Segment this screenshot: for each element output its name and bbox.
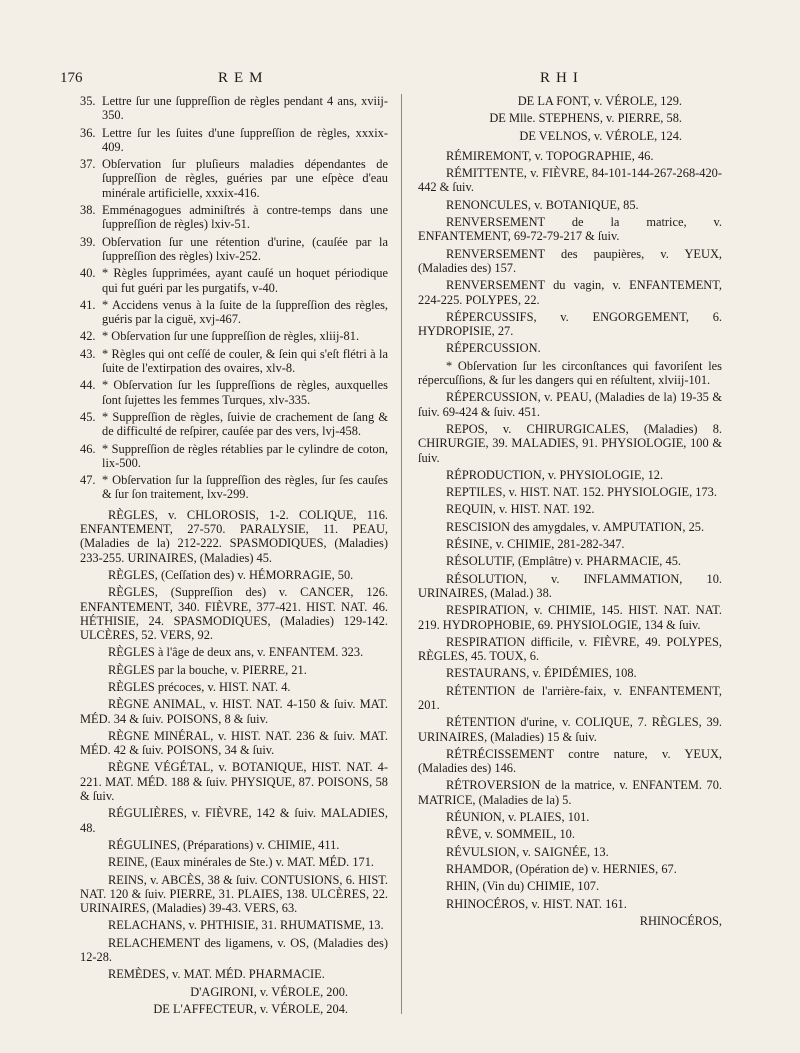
entry-text: * Règles ſupprimées, ayant cauſé un hoquet périodique qui fut guéri par les purgatifs, v-40. <box>102 266 388 295</box>
entry-number: 41. <box>80 297 96 312</box>
sub-entry: D'AGIRONI, v. VÉROLE, 200. <box>190 984 348 999</box>
entry-text: * Règles qui ont ceſſé de couler, & ſein qui s'eſt flétri à la ſuite de l'extirpation des ovaires, xlv-8. <box>102 346 388 376</box>
index-entry: RÈGNE VÉGÉTAL, v. BOTANIQUE, HIST. NAT. 4-221. MAT. MÉD. 188 & ſuiv. PHYSIQUE, 87. POISONS, 58 & ſuiv. <box>80 760 388 804</box>
entry-text: * Obſervation ſur une ſuppreſſion de règles, xliij-81. <box>102 329 360 344</box>
remedes-sub-entries <box>80 985 388 1017</box>
right-column <box>418 94 722 931</box>
index-entries-left <box>80 508 388 982</box>
catchword: RHINOCÉROS, <box>639 913 722 928</box>
index-entry: RÉTROVERSION de la matrice, v. ENFANTEM. 70. MATRICE, (Maladies de la) 5. <box>418 778 722 807</box>
index-entry: RÈGNE ANIMAL, v. HIST. NAT. 4-150 & ſuiv. MAT. MÉD. 34 & ſuiv. POISONS, 8 & ſuiv. <box>80 697 388 726</box>
numbered-entry <box>80 157 388 200</box>
entry-number: 40. <box>80 266 96 281</box>
index-entry: RÉUNION, v. PLAIES, 101. <box>446 810 590 825</box>
index-entry: RHIN, (Vin du) CHIMIE, 107. <box>446 879 600 894</box>
numbered-entry <box>80 347 388 376</box>
entry-number: 44. <box>80 378 96 393</box>
numbered-entries <box>80 94 388 502</box>
entry-number: 45. <box>80 409 96 424</box>
index-entry: REPOS, v. CHIRURGICALES, (Maladies) 8. CHIRURGIE, 39. MALADIES, 91. PHYSIOLOGIE, 100 & ſuiv. <box>418 421 722 465</box>
index-entry: RÉSOLUTIF, (Emplâtre) v. PHARMACIE, 45. <box>446 554 681 569</box>
index-entry: REINS, v. ABCÈS, 38 & ſuiv. CONTUSIONS, 6. HIST. NAT. 120 & ſuiv. PIERRE, 31. PLAIES, 138. ULCÈRES, 22. URINAIRES, (Maladies) 39-43. VERS, 63. <box>80 872 388 916</box>
index-entry: RÉSOLUTION, v. INFLAMMATION, 10. URINAIRES, (Malad.) 38. <box>418 571 722 600</box>
page-number: 176 <box>60 70 83 86</box>
numbered-entry <box>80 126 388 155</box>
index-entry: REINE, (Eaux minérales de Ste.) v. MAT. MÉD. 171. <box>108 855 374 870</box>
sub-entry: DE L'AFFECTEUR, v. VÉROLE, 204. <box>153 1001 348 1016</box>
index-entry: RÉPERCUSSION. <box>446 341 541 356</box>
entry-number: 43. <box>80 346 96 361</box>
left-column <box>80 94 388 1019</box>
index-entry: RENVERSEMENT du vagin, v. ENFANTEMENT, 224-225. POLYPES, 22. <box>418 278 722 307</box>
index-entries-right <box>418 149 722 911</box>
index-entry: RESPIRATION, v. CHIMIE, 145. HIST. NAT. NAT. 219. HYDROPHOBIE, 69. PHYSIOLOGIE, 134 & ſuiv. <box>418 603 722 632</box>
entry-text: Emménagogues adminiſtrés à contre-temps dans une ſuppreſſion de règles) lxiv-51. <box>102 203 388 232</box>
index-entry: RÉPRODUCTION, v. PHYSIOLOGIE, 12. <box>446 467 664 482</box>
sub-entry: DE Mlle. STEPHENS, v. PIERRE, 58. <box>489 111 682 126</box>
index-entry: RÉTENTION de l'arrière-faix, v. ENFANTEMENT, 201. <box>418 683 722 712</box>
entry-text: * Accidens venus à la ſuite de la ſuppreſſion des règles, guéris par la ciguë, xvj-467. <box>102 297 388 327</box>
numbered-entry <box>80 442 388 471</box>
remedes-sub-entries-cont <box>418 94 722 143</box>
sub-entry: DE VELNOS, v. VÉROLE, 124. <box>519 128 682 143</box>
index-entry: RÈGLES, (Suppreſſion des) v. CANCER, 126. ENFANTEMENT, 340. FIÈVRE, 377-421. HIST. NAT. 46. HÉTHISIE, 24. SPASMODIQUES, (Maladies) 129-142. ULCÈRES, 52. VERS, 92. <box>80 585 388 643</box>
numbered-entry <box>80 378 388 407</box>
index-entry: RÈGLES, v. CHLOROSIS, 1-2. COLIQUE, 116. ENFANTEMENT, 27-570. PARALYSIE, 11. PEAU, (Maladies de la) 212-222. SPASMODIQUES, (Maladies) 233-255. URINAIRES, (Maladies) 45. <box>80 507 388 565</box>
index-entry: RÈGLES précoces, v. HIST. NAT. 4. <box>108 679 291 694</box>
entry-text: Obſervation ſur une rétention d'urine, (cauſée par la ſuppreſſion des règles) lxiv-252. <box>102 234 388 263</box>
entry-number: 46. <box>80 441 96 456</box>
entry-text: * Obſervation ſur la ſuppreſſion des règles, ſur ſes cauſes & ſur ſon traitement, lxv-299. <box>102 473 388 502</box>
entry-number: 42. <box>80 329 96 344</box>
index-entry: REMÈDES, v. MAT. MÉD. PHARMACIE. <box>108 967 325 982</box>
index-entry: RESTAURANS, v. ÉPIDÉMIES, 108. <box>446 666 637 681</box>
index-entry: RÈGLES à l'âge de deux ans, v. ENFANTEM. 323. <box>108 645 364 660</box>
index-entry: RÈGLES par la bouche, v. PIERRE, 21. <box>108 662 307 677</box>
numbered-entry <box>80 235 388 264</box>
entry-number: 36. <box>80 125 96 140</box>
numbered-entry <box>80 473 388 502</box>
index-entry: RENVERSEMENT de la matrice, v. ENFANTEMENT, 69-72-79-217 & ſuiv. <box>418 215 722 244</box>
column-divider <box>401 94 402 1014</box>
index-entry: RÉTENTION d'urine, v. COLIQUE, 7. RÈGLES, 39. URINAIRES, (Maladies) 15 & ſuiv. <box>418 715 722 744</box>
index-entry: RHAMDOR, (Opération de) v. HERNIES, 67. <box>446 861 677 876</box>
numbered-entry <box>80 298 388 327</box>
index-entry: REQUIN, v. HIST. NAT. 192. <box>446 502 595 517</box>
index-entry: RÉMITTENTE, v. FIÈVRE, 84-101-144-267-268-420-442 & ſuiv. <box>418 166 722 195</box>
index-entry: RELACHANS, v. PHTHISIE, 31. RHUMATISME, 13. <box>108 918 384 933</box>
numbered-entry <box>80 203 388 232</box>
numbered-entry <box>80 329 388 343</box>
entry-number: 37. <box>80 157 96 172</box>
index-entry: RÉPERCUSSION, v. PEAU, (Maladies de la) 19-35 & ſuiv. 69-424 & ſuiv. 451. <box>418 390 722 419</box>
index-entry: RÉVULSION, v. SAIGNÉE, 13. <box>446 844 609 859</box>
entry-number: 35. <box>80 94 96 108</box>
numbered-entry <box>80 266 388 295</box>
index-entry: RESPIRATION difficile, v. FIÈVRE, 49. POLYPES, RÈGLES, 45. TOUX, 6. <box>418 634 722 664</box>
numbered-entry <box>80 94 388 123</box>
index-entry: RHINOCÉROS, v. HIST. NAT. 161. <box>446 896 627 911</box>
entry-text: * Obſervation ſur les ſuppreſſions de règles, auxquelles ſont ſujettes les femmes Turques, xlv-335. <box>102 378 388 407</box>
sub-entry: DE LA FONT, v. VÉROLE, 129. <box>517 94 682 108</box>
entry-text: Obſervation ſur pluſieurs maladies dépendantes de ſuppreſſion de règles, guéries par une eſpèce d'eau minérale artificielle, xxxix-416. <box>102 157 388 200</box>
index-entry: RÉMIREMONT, v. TOPOGRAPHIE, 46. <box>446 148 654 163</box>
entry-number: 38. <box>80 203 96 218</box>
index-entry: RENVERSEMENT des paupières, v. YEUX, (Maladies des) 157. <box>418 246 722 275</box>
index-entry: RÈGLES, (Ceſſation des) v. HÉMORRAGIE, 50. <box>108 567 354 582</box>
index-entry: RESCISION des amygdales, v. AMPUTATION, 25. <box>446 519 705 534</box>
index-entry: RÊVE, v. SOMMEIL, 10. <box>446 827 575 842</box>
numbered-entry <box>80 410 388 439</box>
index-entry: RENONCULES, v. BOTANIQUE, 85. <box>446 197 639 212</box>
running-head-right: RHI <box>540 70 584 86</box>
entry-text: Lettre ſur les ſuites d'une ſuppreſſion de règles, xxxix-409. <box>102 125 388 154</box>
index-entry: RÉPERCUSSIFS, v. ENGORGEMENT, 6. HYDROPISIE, 27. <box>418 309 722 339</box>
index-entry: RÉGULINES, (Préparations) v. CHIMIE, 411. <box>108 837 340 852</box>
index-entry: RÈGNE MINÉRAL, v. HIST. NAT. 236 & ſuiv. MAT. MÉD. 42 & ſuiv. POISONS, 34 & ſuiv. <box>80 728 388 758</box>
entry-number: 47. <box>80 473 96 488</box>
page-header <box>0 70 800 92</box>
index-entry: RÉGULIÈRES, v. FIÈVRE, 142 & ſuiv. MALADIES, 48. <box>80 806 388 835</box>
index-entry: RÉSINE, v. CHIMIE, 281-282-347. <box>446 537 625 552</box>
entry-text: Lettre ſur une ſuppreſſion de règles pendant 4 ans, xviij-350. <box>102 94 388 123</box>
index-entry: * Obſervation ſur les circonſtances qui favoriſent les répercuſſions, & ſur les dangers qui en réſultent, xlviij-101. <box>418 358 722 388</box>
index-entry: RÉTRÉCISSEMENT contre nature, v. YEUX, (Maladies des) 146. <box>418 746 722 776</box>
running-head-left: REM <box>218 70 269 86</box>
index-entry: REPTILES, v. HIST. NAT. 152. PHYSIOLOGIE, 173. <box>446 485 717 500</box>
entry-number: 39. <box>80 234 96 249</box>
index-entry: RELACHEMENT des ligamens, v. OS, (Maladies des) 12-28. <box>80 935 388 965</box>
entry-text: * Suppreſſion de règles rétablies par le cylindre de coton, lix-500. <box>102 441 388 470</box>
entry-text: * Suppreſſion de règles, ſuivie de crachement de ſang & de difficulté de reſpirer, cauſée par des vers, lvj-458. <box>102 409 388 439</box>
